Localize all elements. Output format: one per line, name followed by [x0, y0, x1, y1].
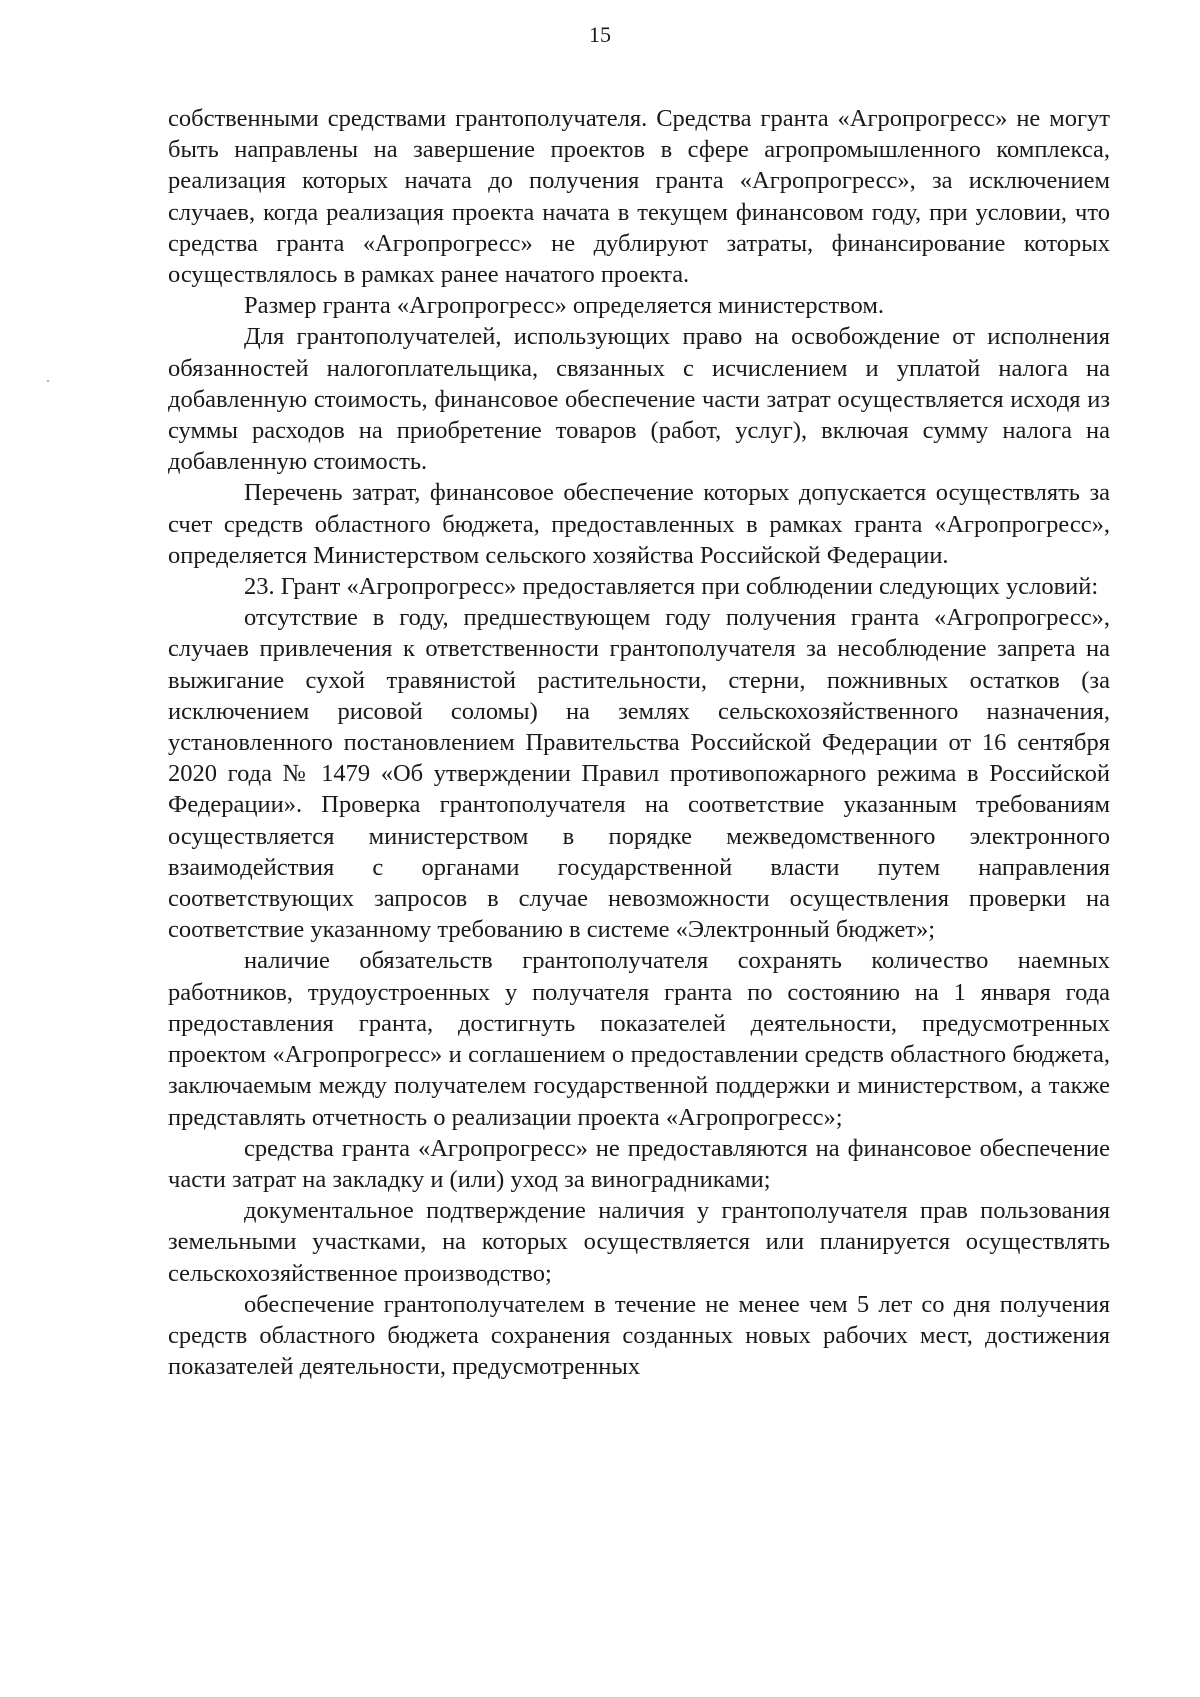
paragraph-condition-employees: наличие обязательств грантополучателя сохранять количество наемных работников, трудоустроенных у получателя гранта по состоянию на 1 января года предоставления гранта, достигнуть показателей деятельности, предусмотренных проектом «Агропрогресс» и соглашением о предоставлении средств областного бюджета, заключаемым между получателем государственной поддержки и министерством, а также представлять отчетность о реализации проекта «Агропрогресс»; [168, 947, 1110, 1131]
page-number: 15 [589, 22, 611, 47]
paragraph-cost-list: Перечень затрат, финансовое обеспечение которых допускается осуществлять за счет средств областного бюджета, предоставленных в рамках гранта «Агропрогресс», определяется Министерством сельского хозяйства Российской Федерации. [168, 479, 1110, 569]
scan-speck [47, 380, 49, 382]
paragraph-grant-size: Размер гранта «Агропрогресс» определяется министерством. [244, 292, 884, 320]
document-body [168, 103, 1110, 1382]
paragraph-clause-23: 23. Грант «Агропрогресс» предоставляется при соблюдении следующих условий: [244, 573, 1099, 601]
paragraph-continuation: собственными средствами грантополучателя. Средства гранта «Агропрогресс» не могут быть направлены на завершение проектов в сфере агропромышленного комплекса, реализация которых начата до получения гранта «Агропрогресс», за исключением случаев, когда реализация проекта начата в текущем финансовом году, при условии, что средства гранта «Агропрогресс» не дублируют затраты, финансирование которых осуществлялось в рамках ранее начатого проекта. [168, 105, 1110, 289]
paragraph-condition-vineyards: средства гранта «Агропрогресс» не предоставляются на финансовое обеспечение части затрат на закладку и (или) уход за виноградниками; [168, 1134, 1110, 1193]
paragraph-vat-exemption: Для грантополучателей, использующих право на освобождение от исполнения обязанностей налогоплательщика, связанных с исчислением и уплатой налога на добавленную стоимость, финансовое обеспечение части затрат осуществляется исходя из суммы расходов на приобретение товаров (работ, услуг), включая сумму налога на добавленную стоимость. [168, 323, 1110, 476]
paragraph-condition-fire-safety: отсутствие в году, предшествующем году получения гранта «Агропрогресс», случаев привлечения к ответственности грантополучателя за несоблюдение запрета на выжигание сухой травянистой растительности, стерни, пожнивных остатков (за исключением рисовой соломы) на землях сельскохозяйственного назначения, установленного постановлением Правительства Российской Федерации от 16 сентября 2020 года № 1479 «Об утверждении Правил противопожарного режима в Российской Федерации». Проверка грантополучателя на соответствие указанным требованиям осуществляется министерством в порядке межведомственного электронного взаимодействия с органами государственной власти путем направления соответствующих запросов в случае невозможности осуществления проверки на соответствие указанному требованию в системе «Электронный бюджет»; [168, 604, 1110, 944]
paragraph-condition-land-rights: документальное подтверждение наличия у грантополучателя прав пользования земельными участками, на которых осуществляется или планируется осуществлять сельскохозяйственное производство; [168, 1197, 1110, 1287]
paragraph-condition-jobs: обеспечение грантополучателем в течение не менее чем 5 лет со дня получения средств областного бюджета сохранения созданных новых рабочих мест, достижения показателей деятельности, предусмотренных [168, 1290, 1110, 1381]
